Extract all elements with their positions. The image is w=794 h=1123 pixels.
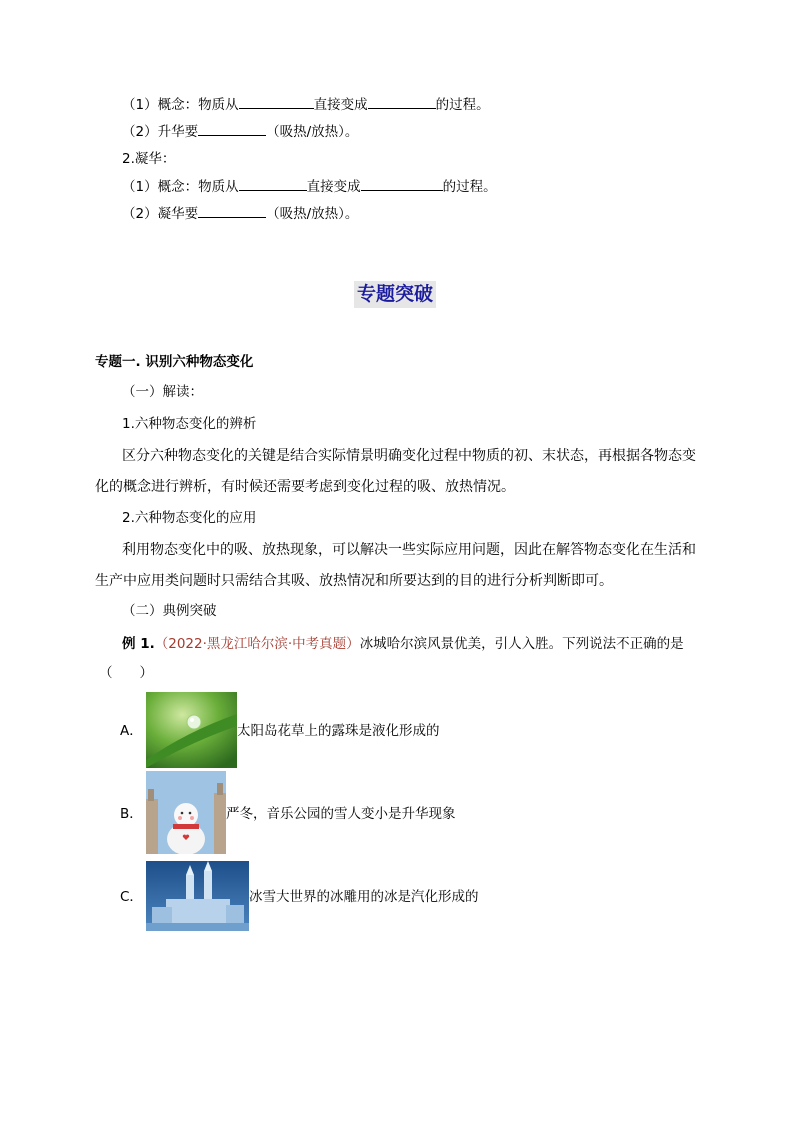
deposition-heat-prefix: （2）凝华要 xyxy=(122,206,199,222)
sublimation-concept-suffix: 的过程。 xyxy=(435,97,490,113)
example1-paren: （ ） xyxy=(99,665,153,681)
deposition-concept-mid: 直接变成 xyxy=(306,179,361,195)
sublimation-heat-line xyxy=(122,121,358,142)
point1-text-line2: 化的概念进行辨析，有时候还需要考虑到变化过程的吸、放热情况。 xyxy=(95,479,515,495)
ice-sculpture-image xyxy=(146,861,249,931)
blank-initial-state[interactable] xyxy=(239,94,314,109)
option-a-letter: A． xyxy=(120,723,143,739)
point2-text-line1: 利用物态变化中的吸、放热现象，可以解决一些实际应用问题，因此在解答物态变化在生活和 xyxy=(122,542,696,558)
deposition-heat-line xyxy=(122,203,358,224)
part2-heading: （二）典例突破 xyxy=(122,603,217,619)
dewdrop-leaf-image xyxy=(146,692,237,768)
point1-text-line1: 区分六种物态变化的关键是结合实际情景明确变化过程中物质的初、末状态，再根据各物态变 xyxy=(122,448,696,464)
sublimation-heat-suffix: （吸热/放热）。 xyxy=(266,124,359,140)
snowman-image xyxy=(146,771,226,854)
section-title: 专题突破 xyxy=(354,281,436,308)
example1-stem-line xyxy=(122,634,684,654)
sublimation-concept-line xyxy=(122,94,490,115)
deposition-concept-prefix: （1）概念：物质从 xyxy=(122,179,239,195)
topic1-heading: 专题一. 识别六种物态变化 xyxy=(95,354,254,370)
blank-deposition-heat[interactable] xyxy=(198,203,266,218)
sublimation-concept-mid: 直接变成 xyxy=(313,97,368,113)
option-c-letter: C． xyxy=(120,889,143,905)
sublimation-heat-prefix: （2）升华要 xyxy=(122,124,199,140)
blank-deposition-final[interactable] xyxy=(361,176,443,191)
example1-stem: 冰城哈尔滨风景优美，引人入胜。下列说法不正确的是 xyxy=(359,636,684,652)
option-b-letter: B． xyxy=(120,806,143,822)
blank-deposition-initial[interactable] xyxy=(239,176,307,191)
blank-final-state[interactable] xyxy=(368,94,436,109)
point2-text-line2: 生产中应用类问题时只需结合其吸、放热情况和所要达到的目的进行分析判断即可。 xyxy=(95,573,613,589)
point2-heading: 2.六种物态变化的应用 xyxy=(122,510,257,526)
option-b-text: 严冬，音乐公园的雪人变小是升华现象 xyxy=(226,806,456,822)
option-c-text: 冰雪大世界的冰雕用的冰是汽化形成的 xyxy=(249,889,479,905)
deposition-concept-line xyxy=(122,176,497,197)
deposition-heat-suffix: （吸热/放热）。 xyxy=(266,206,359,222)
deposition-concept-suffix: 的过程。 xyxy=(442,179,497,195)
example1-label: 例 1. xyxy=(122,636,155,652)
blank-sublimation-heat[interactable] xyxy=(198,121,266,136)
point1-heading: 1.六种物态变化的辨析 xyxy=(122,416,257,432)
deposition-heading: 2.凝华： xyxy=(122,151,176,167)
sublimation-concept-prefix: （1）概念：物质从 xyxy=(122,97,239,113)
example1-source: （2022·黑龙江哈尔滨·中考真题） xyxy=(154,636,360,652)
part1-heading: （一）解读： xyxy=(122,384,203,400)
option-a-text: 太阳岛花草上的露珠是液化形成的 xyxy=(237,723,440,739)
